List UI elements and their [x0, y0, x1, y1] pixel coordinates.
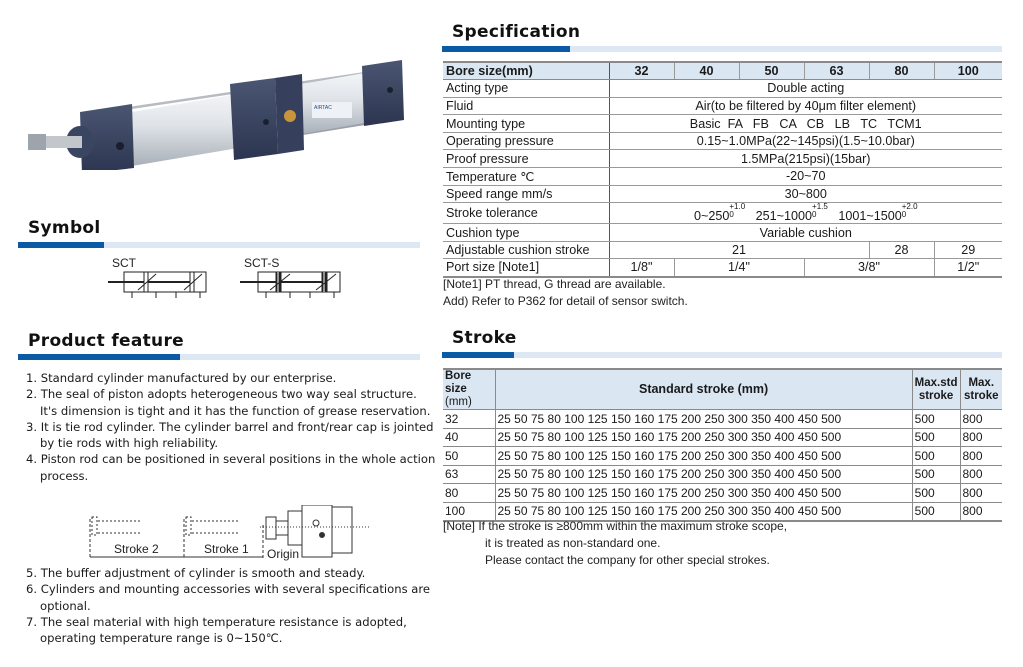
- spec-label: Cushion type: [443, 224, 609, 242]
- max-cell: 800: [960, 410, 1002, 429]
- note-line: Please contact the company for other special strokes.: [485, 553, 770, 567]
- spec-row-mounting-type: [443, 115, 1002, 133]
- specification-title: Specification: [452, 22, 581, 42]
- stroke-notes: [443, 518, 787, 569]
- spec-value: 1/4": [674, 259, 804, 277]
- note-line: [Note] If the stroke is ≥800mm within the maximum stroke scope,: [443, 519, 788, 533]
- spec-value: 21: [609, 241, 869, 259]
- stroke-header-row: [443, 369, 1002, 410]
- svg-text:Stroke 1: Stroke 1: [204, 542, 249, 556]
- spec-label: Operating pressure: [443, 132, 609, 150]
- max-cell: 800: [960, 484, 1002, 503]
- header-max-std-stroke: Max.std stroke: [912, 369, 960, 410]
- spec-label: Fluid: [443, 97, 609, 115]
- spec-label: Port size [Note1]: [443, 259, 609, 277]
- bore-cell: 50: [443, 447, 495, 466]
- standard-stroke-cell: 25 50 75 80 100 125 150 160 175 200 250 300 350 400 450 500: [495, 428, 912, 447]
- max-cell: 800: [960, 465, 1002, 484]
- stroke-title: Stroke: [452, 328, 517, 348]
- spec-value: Basic FA FB CA CB LB TC TCM1: [609, 115, 1002, 133]
- max-cell: 800: [960, 502, 1002, 521]
- max-std-cell: 500: [912, 502, 960, 521]
- header-bore-80: 80: [869, 62, 934, 80]
- header-standard-stroke: Standard stroke (mm): [495, 369, 912, 410]
- header-bore-50: 50: [739, 62, 804, 80]
- spec-label: Mounting type: [443, 115, 609, 133]
- feature-item: 1. Standard cylinder manufactured by our enterprise.: [26, 371, 337, 385]
- section-rule: [18, 242, 420, 248]
- feature-item: 4. Piston rod can be positioned in several positions in the whole action process.: [26, 452, 436, 483]
- max-cell: 800: [960, 447, 1002, 466]
- spec-row-acting-type: [443, 80, 1002, 98]
- max-std-cell: 500: [912, 447, 960, 466]
- spec-value: 1.5MPa(215psi)(15bar): [609, 150, 1002, 168]
- spec-header-row: [443, 62, 1002, 80]
- max-std-cell: 500: [912, 484, 960, 503]
- spec-value: 1/2": [934, 259, 1002, 277]
- spec-value: 30~800: [609, 185, 1002, 203]
- feature-item: 6. Cylinders and mounting accessories with several specifications are optional.: [26, 582, 431, 613]
- stroke-row: [443, 447, 1002, 466]
- spec-row-fluid: [443, 97, 1002, 115]
- spec-label: Proof pressure: [443, 150, 609, 168]
- spec-row-speed-range: [443, 185, 1002, 203]
- spec-label: Speed range mm/s: [443, 185, 609, 203]
- bore-cell: 100: [443, 502, 495, 521]
- bore-cell: 32: [443, 410, 495, 429]
- header-bore-100: 100: [934, 62, 1002, 80]
- symbol-sct-icon: [108, 270, 208, 300]
- spec-label: Stroke tolerance: [443, 203, 609, 224]
- stroke-row: [443, 428, 1002, 447]
- standard-stroke-cell: 25 50 75 80 100 125 150 160 175 200 250 300 350 400 450 500: [495, 410, 912, 429]
- spec-value: Variable cushion: [609, 224, 1002, 242]
- standard-stroke-cell: 25 50 75 80 100 125 150 160 175 200 250 300 350 400 450 500: [495, 465, 912, 484]
- stroke-row: [443, 484, 1002, 503]
- spec-value: 1/8": [609, 259, 674, 277]
- note-line: [Note1] PT thread, G thread are available.: [443, 277, 666, 291]
- standard-stroke-cell: 25 50 75 80 100 125 150 160 175 200 250 300 350 400 450 500: [495, 447, 912, 466]
- product-feature-title: Product feature: [28, 331, 184, 351]
- specification-notes: [443, 276, 688, 310]
- stroke-row: [443, 465, 1002, 484]
- feature-item: 7. The seal material with high temperature resistance is adopted, operating temperature range is 0~150℃.: [26, 614, 407, 646]
- spec-row-temperature: [443, 168, 1002, 186]
- section-rule: [442, 352, 1002, 358]
- svg-text:AIRTAC: AIRTAC: [314, 105, 332, 111]
- header-bore-32: 32: [609, 62, 674, 80]
- spec-row-port-size: [443, 259, 1002, 277]
- spec-row-cushion-type: [443, 224, 1002, 242]
- bore-cell: 40: [443, 428, 495, 447]
- max-std-cell: 500: [912, 465, 960, 484]
- spec-value: Air(to be filtered by 40μm filter element): [609, 97, 1002, 115]
- spec-value: -20~70: [609, 168, 1002, 186]
- note-line: it is treated as non-standard one.: [485, 536, 661, 550]
- spec-row-proof-pressure: [443, 150, 1002, 168]
- spec-value: 0.15~1.0MPa(22~145psi)(1.5~10.0bar): [609, 132, 1002, 150]
- symbol-label-sct: SCT: [112, 256, 136, 270]
- header-max-stroke: Max. stroke: [960, 369, 1002, 410]
- max-cell: 800: [960, 428, 1002, 447]
- spec-value: 0~250 $^{+1.0 0}$ 251~1000 $^{+1.5 0}$ 1001~1500 $^{+2.0 0}$: [609, 203, 1002, 224]
- spec-row-stroke-tolerance: [443, 203, 1002, 224]
- stroke-row: [443, 410, 1002, 429]
- header-bore-63: 63: [804, 62, 869, 80]
- max-std-cell: 500: [912, 410, 960, 429]
- feature-item: 5. The buffer adjustment of cylinder is smooth and steady.: [26, 566, 366, 581]
- section-rule: [442, 46, 1002, 52]
- product-image: [20, 50, 420, 170]
- svg-text:Origin: Origin: [267, 547, 300, 561]
- spec-label: Acting type: [443, 80, 609, 98]
- max-std-cell: 500: [912, 428, 960, 447]
- spec-value: Double acting: [609, 80, 1002, 98]
- spec-value: 3/8": [804, 259, 934, 277]
- header-bore-40: 40: [674, 62, 739, 80]
- symbol-sct-s-icon: [240, 270, 344, 300]
- header-bore-size: Bore size (mm): [443, 369, 495, 410]
- specification-table: [443, 61, 1002, 278]
- note-line: Add) Refer to P362 for detail of sensor switch.: [443, 294, 688, 308]
- spec-row-adjustable-cushion-stroke: [443, 241, 1002, 259]
- spec-label: Adjustable cushion stroke: [443, 241, 609, 259]
- section-rule: [18, 354, 420, 360]
- spec-value: 29: [934, 241, 1002, 259]
- spec-row-operating-pressure: [443, 132, 1002, 150]
- bore-cell: 63: [443, 465, 495, 484]
- svg-text:Stroke 2: Stroke 2: [114, 542, 159, 556]
- header-bore-size: Bore size(mm): [443, 62, 609, 80]
- standard-stroke-cell: 25 50 75 80 100 125 150 160 175 200 250 300 350 400 450 500: [495, 502, 912, 521]
- stroke-position-diagram: [80, 505, 380, 565]
- feature-item: 2. The seal of piston adopts heterogeneous two way seal structure. It's dimension is tight and it has the function of grease reservation.: [26, 387, 431, 418]
- standard-stroke-cell: 25 50 75 80 100 125 150 160 175 200 250 300 350 400 450 500: [495, 484, 912, 503]
- symbol-section-title: Symbol: [28, 218, 101, 238]
- bore-cell: 80: [443, 484, 495, 503]
- stroke-table: [443, 368, 1002, 522]
- symbol-label-sct-s: SCT-S: [244, 256, 280, 270]
- spec-label: Temperature ℃: [443, 168, 609, 186]
- spec-value: 28: [869, 241, 934, 259]
- feature-item: 3. It is tie rod cylinder. The cylinder barrel and front/rear cap is jointed by tie rods with high reliability.: [26, 419, 434, 451]
